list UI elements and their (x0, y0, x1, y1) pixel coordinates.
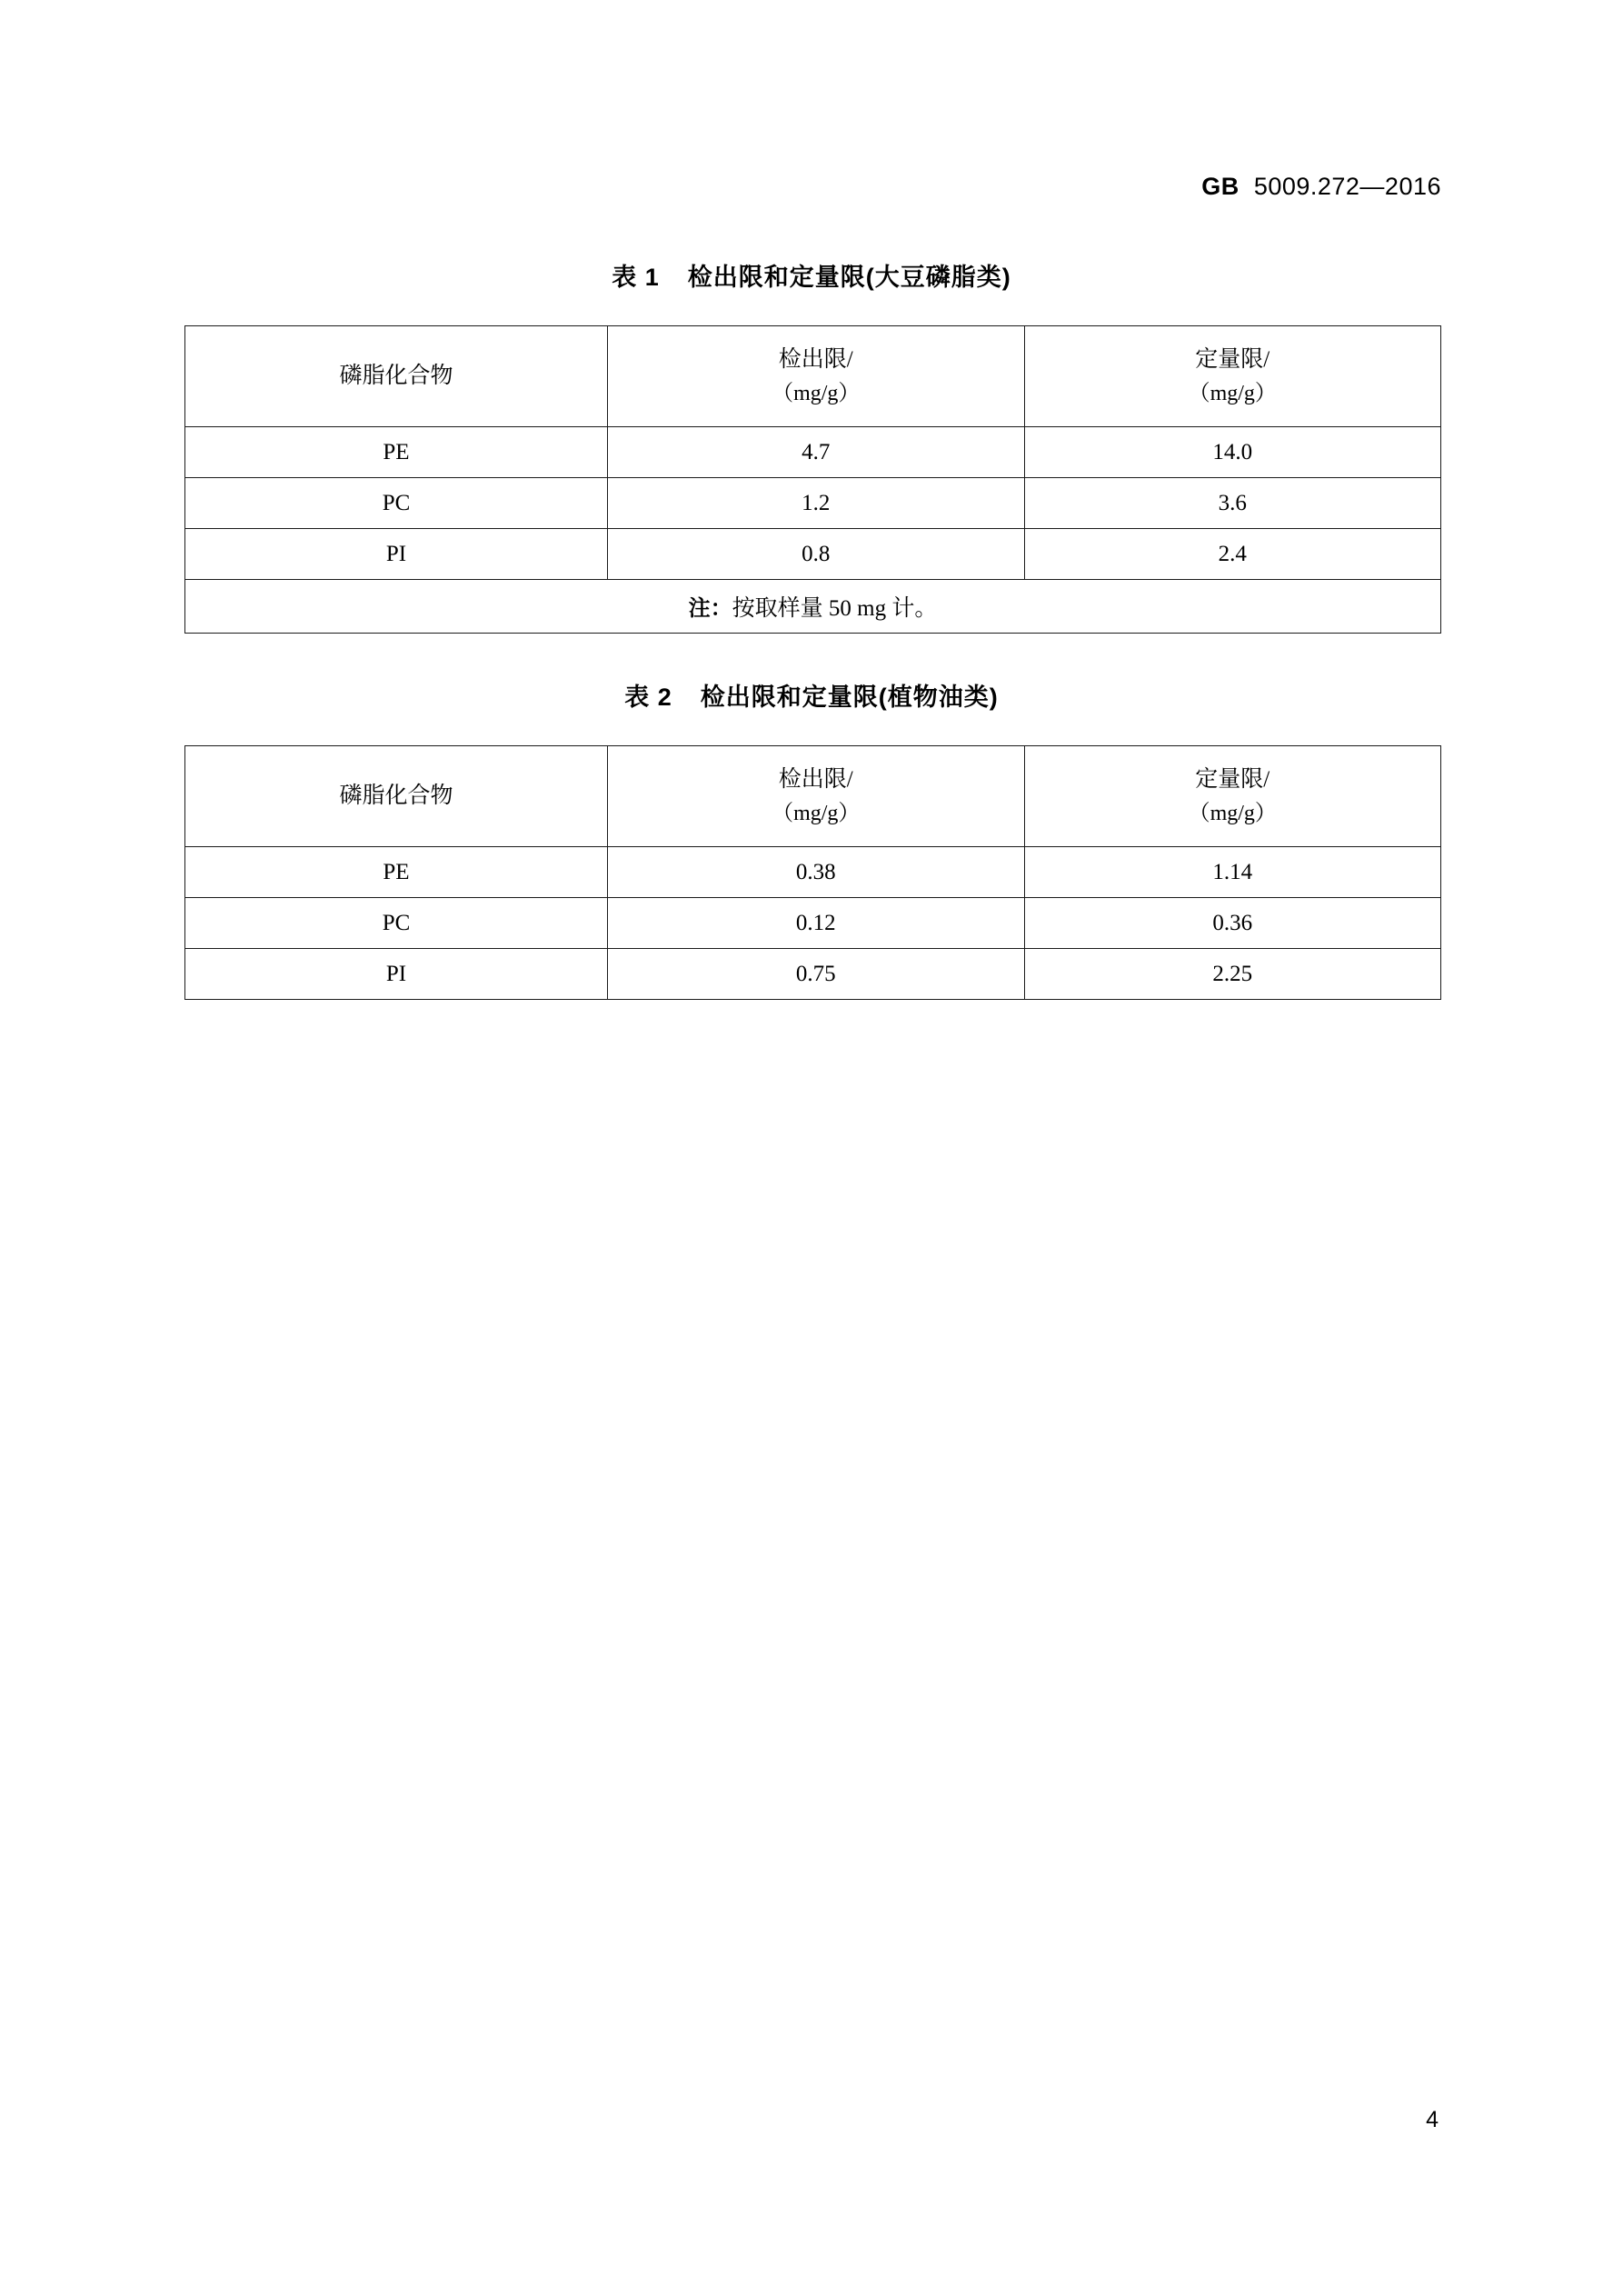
table-2-r2-c1: 0.75 (608, 949, 1025, 1000)
table-1-r1-c1: 1.2 (608, 478, 1025, 529)
table-2-r0-c2: 1.14 (1024, 847, 1441, 898)
table-1-caption-prefix: 表 1 (612, 264, 660, 291)
table-2-caption (0, 677, 1623, 713)
table-1-caption-text: 检出限和定量限(大豆磷脂类) (687, 264, 1011, 291)
table-1-r0-c2: 14.0 (1024, 427, 1441, 478)
table-1-note-label: 注： (688, 596, 732, 621)
table-2-r0-c1: 0.38 (608, 847, 1025, 898)
table-row (185, 949, 1441, 1000)
table-2-header-detection-limit: 检出限/ （mg/g） (608, 746, 1025, 847)
table-1 (184, 325, 1441, 634)
table-2-r1-c2: 0.36 (1024, 898, 1441, 949)
table-1-r2-c2: 2.4 (1024, 529, 1441, 580)
table-1-r2-c0: PI (185, 529, 608, 580)
table-2 (184, 745, 1441, 1000)
standard-prefix: GB (1201, 173, 1240, 200)
table-1-r1-c0: PC (185, 478, 608, 529)
table-2-header-quantitation-limit: 定量限/ （mg/g） (1024, 746, 1441, 847)
table-1-r2-c1: 0.8 (608, 529, 1025, 580)
table-row (185, 478, 1441, 529)
table-1-header-detection-limit: 检出限/ （mg/g） (608, 326, 1025, 427)
table-1-header-compound: 磷脂化合物 (185, 326, 608, 427)
table-row (185, 898, 1441, 949)
table-row (185, 847, 1441, 898)
table-row (185, 427, 1441, 478)
table-note-row (185, 580, 1441, 634)
table-2-r2-c2: 2.25 (1024, 949, 1441, 1000)
table-2-r2-c0: PI (185, 949, 608, 1000)
table-1-header-quantitation-limit: 定量限/ （mg/g） (1024, 326, 1441, 427)
standard-number: 5009.272—2016 (1253, 173, 1441, 200)
table-1-caption (0, 257, 1623, 293)
table-header-row (185, 746, 1441, 847)
table-2-r1-c0: PC (185, 898, 608, 949)
table-2-header-compound: 磷脂化合物 (185, 746, 608, 847)
table-row (185, 529, 1441, 580)
table-2-r1-c1: 0.12 (608, 898, 1025, 949)
table-1-r0-c0: PE (185, 427, 608, 478)
table-2-caption-prefix: 表 2 (624, 684, 672, 711)
table-1-r1-c2: 3.6 (1024, 478, 1441, 529)
table-header-row (185, 326, 1441, 427)
document-header (1201, 173, 1441, 201)
table-1-r0-c1: 4.7 (608, 427, 1025, 478)
table-1-note-text: 按取样量 50 mg 计。 (732, 596, 938, 621)
page-number: 4 (1426, 2107, 1439, 2132)
table-1-note (185, 580, 1441, 634)
table-2-caption-text: 检出限和定量限(植物油类) (700, 684, 999, 711)
table-2-r0-c0: PE (185, 847, 608, 898)
